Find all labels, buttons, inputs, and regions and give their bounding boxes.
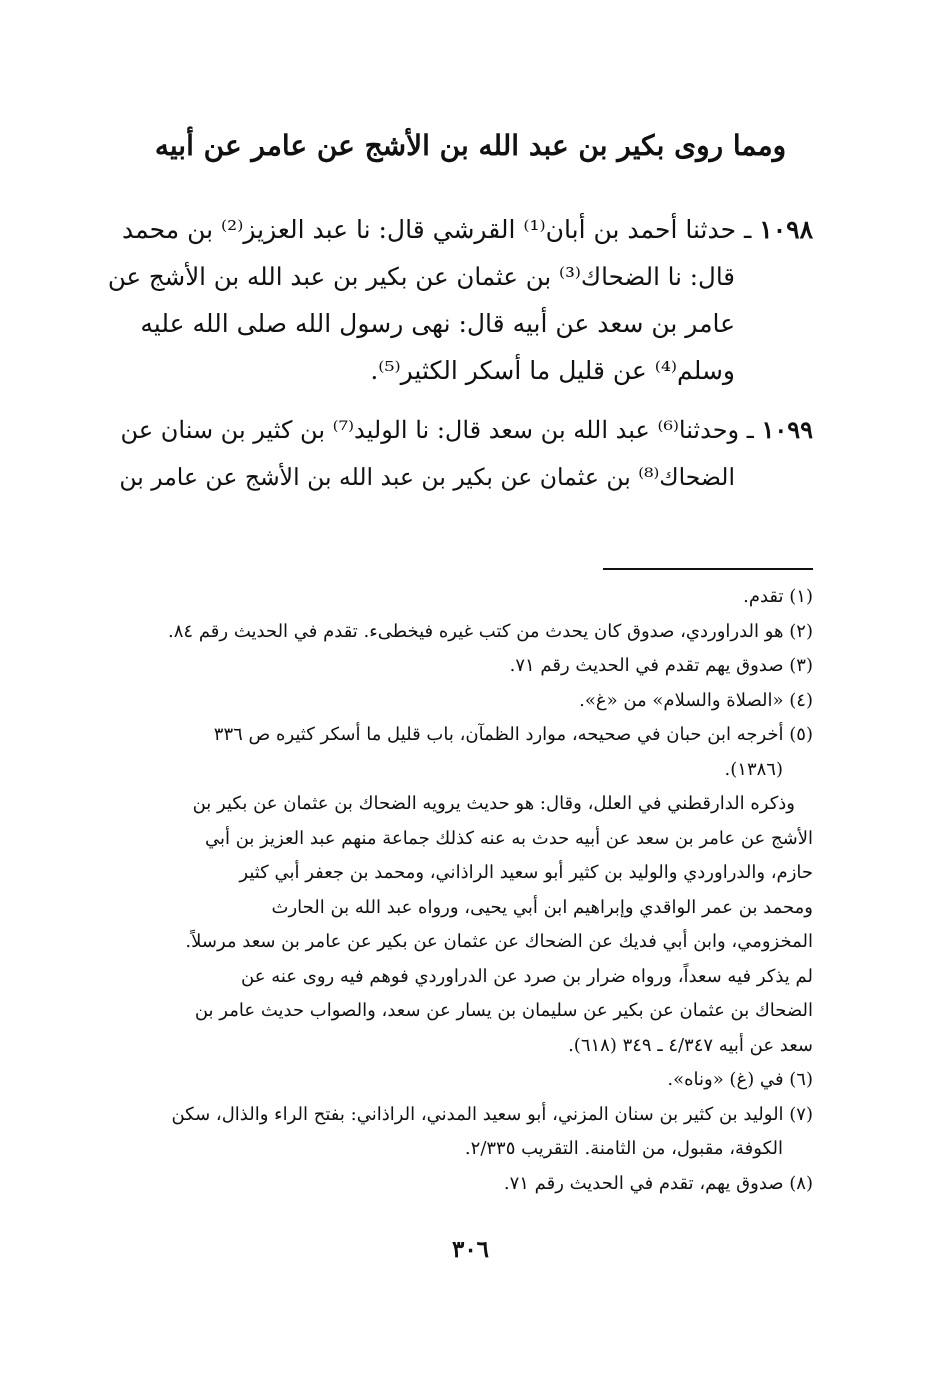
footnote-paragraph-line: الأشج عن عامر بن سعد عن أبيه حدث به عنه كذلك جماعة منهم عبد العزيز بن أبي	[204, 827, 813, 849]
footnote-paragraph-line: ومحمد بن عمر الواقدي وإبراهيم ابن أبي يحيى، ورواه عبد الله بن الحارث	[271, 896, 813, 918]
footnote: (٣) صدوق يهم تقدم في الحديث رقم ٧١.	[509, 655, 813, 676]
section-heading: ومما روى بكير بن عبد الله بن الأشج عن عامر عن أبيه	[154, 129, 787, 162]
footnote-paragraph-line: وذكره الدارقطني في العلل، وقال: هو حديث يرويه الضحاك بن عثمان عن بكير بن	[192, 793, 795, 814]
footnote-paragraph-line: سعد عن أبيه ٤/٣٤٧ ـ ٣٤٩ (٦١٨).	[568, 1034, 813, 1056]
footnote: (٥) أخرجه ابن حبان في صحيحه، موارد الظمآن، باب قليل ما أسكر كثيره ص ٣٣٦	[213, 724, 813, 745]
footnote-paragraph-line: المخزومي، وابن أبي فديك عن الضحاك عن عثمان عن بكير عن عامر بن سعد مرسلاً.	[185, 931, 813, 952]
footnote-continuation: (١٣٨٦).	[724, 758, 783, 780]
footnote: (٨) صدوق يهم، تقدم في الحديث رقم ٧١.	[503, 1172, 813, 1194]
footnote: (٦) في (غ) «وناه».	[667, 1069, 813, 1090]
footnote: (٤) «الصلاة والسلام» من «غ».	[579, 689, 813, 711]
footnote: (٢) هو الدراوردي، صدوق كان يحدث من كتب غيره فيخطىء. تقدم في الحديث رقم ٨٤.	[168, 620, 813, 642]
footnote-paragraph-line: الضحاك بن عثمان عن بكير عن سليمان بن يسار عن سعد، والصواب حديث عامر بن	[194, 1000, 813, 1021]
hadith-text: ـ وحدثنا⁽⁶⁾ عبد الله بن سعد قال: نا الوليد⁽⁷⁾ بن كثير بن سنان عن	[120, 416, 754, 444]
hadith-line: قال: نا الضحاك⁽³⁾ بن عثمان عن بكير بن عبد الله بن الأشج عن	[107, 262, 735, 291]
footnote-paragraph-line: لم يذكر فيه سعداً، ورواه ضرار بن صرد عن الدراوردي فوهم فيه روى عنه عن	[241, 965, 813, 987]
hadith-number: ١٠٩٩	[761, 415, 813, 444]
footnote-continuation: الكوفة، مقبول، من الثامنة. التقريب ٢/٣٣٥.	[464, 1138, 783, 1159]
hadith-text: ـ حدثنا أحمد بن أبان⁽¹⁾ القرشي قال: نا عبد العزيز⁽²⁾ بن محمد	[122, 215, 752, 244]
hadith-number: ١٠٩٨	[759, 215, 813, 244]
footnotes	[108, 580, 813, 1201]
footnote: (١) تقدم.	[743, 586, 813, 607]
footnote-divider	[603, 568, 813, 570]
hadith-line: عامر بن سعد عن أبيه قال: نهى رسول الله صلى الله عليه	[140, 309, 735, 338]
hadith-line	[108, 406, 813, 454]
footnote: (٧) الوليد بن كثير بن سنان المزني، أبو سعيد المدني، الراذاني: بفتح الراء والذال، سكن	[171, 1103, 813, 1125]
hadith-line: وسلم⁽⁴⁾ عن قليل ما أسكر الكثير⁽⁵⁾.	[370, 356, 735, 385]
hadith-1099	[108, 406, 813, 501]
footnote-paragraph-line: حازم، والدراوردي والوليد بن كثير أبو سعيد الراذاني، ومحمد بن جعفر أبي كثير	[239, 862, 813, 883]
hadith-line	[108, 206, 813, 253]
page-number: ٣٠٦	[451, 1236, 490, 1263]
hadith-line: الضحاك⁽⁸⁾ بن عثمان عن بكير بن عبد الله بن الأشج عن عامر بن	[119, 463, 735, 491]
hadith-1098	[108, 206, 813, 394]
